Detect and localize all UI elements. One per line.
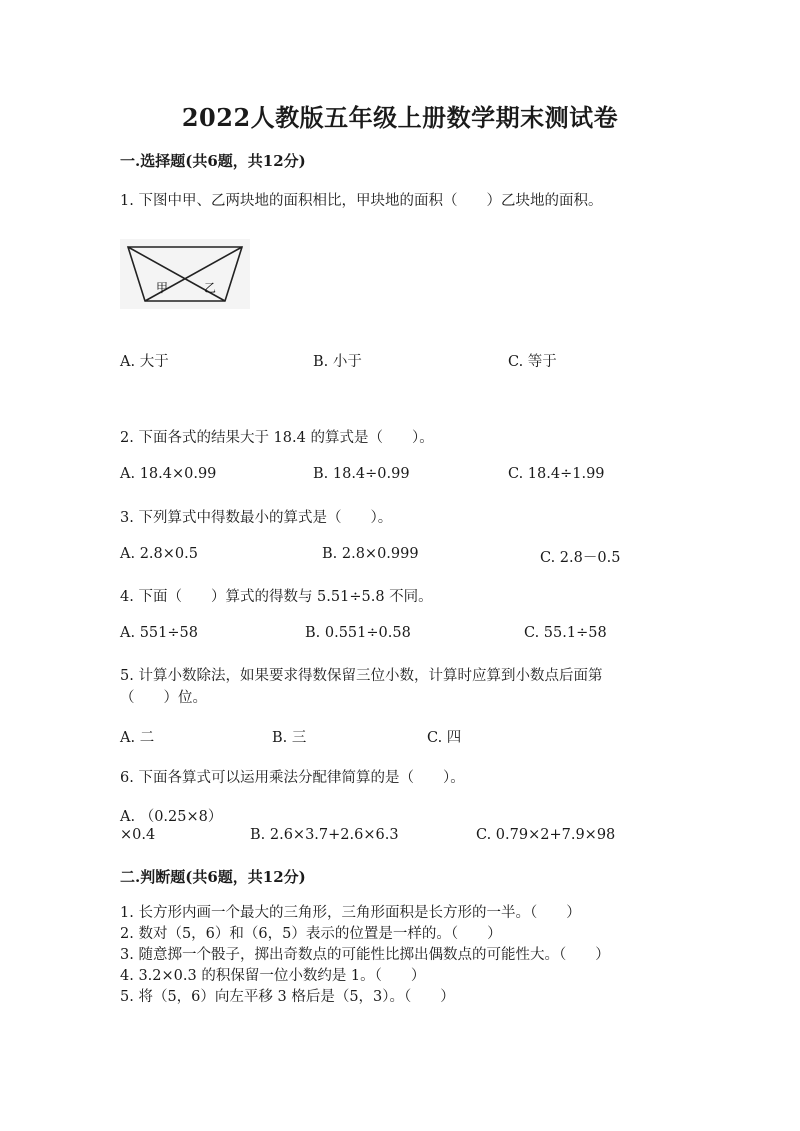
question-3: 3. 下列算式中得数最小的算式是（ ）。 xyxy=(120,510,393,526)
q2-option-b: B. 18.4÷0.99 xyxy=(313,466,410,482)
figure-label-yi: 乙 xyxy=(204,281,217,295)
section-heading-choice: 一.选择题(共6题，共12分) xyxy=(120,152,306,170)
tf-item-4: 4. 3.2×0.3 的积保留一位小数约是 1。（ ） xyxy=(120,968,426,984)
tf-item-3: 3. 随意掷一个骰子，掷出奇数点的可能性比掷出偶数点的可能性大。（ ） xyxy=(120,947,610,963)
question-5-line-2: （ ）位。 xyxy=(120,690,207,706)
q3-option-b: B. 2.8×0.999 xyxy=(322,546,419,562)
q4-option-b: B. 0.551÷0.58 xyxy=(305,625,411,641)
figure-label-jia: 甲 xyxy=(156,281,169,295)
q5-option-b: B. 三 xyxy=(272,730,307,746)
q4-option-c: C. 55.1÷58 xyxy=(524,625,607,641)
q3-option-c: C. 2.8－0.5 xyxy=(540,550,621,566)
q6-option-a-line-1: A. （0.25×8） xyxy=(120,809,223,825)
trapezoid-figure xyxy=(120,239,250,309)
q6-option-b: B. 2.6×3.7+2.6×6.3 xyxy=(250,827,399,843)
tf-item-5: 5. 将（5，6）向左平移 3 格后是（5，3）。（ ） xyxy=(120,989,455,1005)
q3-option-a: A. 2.8×0.5 xyxy=(120,546,198,562)
q5-option-c: C. 四 xyxy=(427,730,462,746)
q1-option-a: A. 大于 xyxy=(120,354,169,370)
q2-option-c: C. 18.4÷1.99 xyxy=(508,466,605,482)
tf-item-1: 1. 长方形内画一个最大的三角形，三角形面积是长方形的一半。（ ） xyxy=(120,905,581,921)
q1-option-c: C. 等于 xyxy=(508,354,557,370)
tf-item-2: 2. 数对（5，6）和（6，5）表示的位置是一样的。（ ） xyxy=(120,926,502,942)
question-6: 6. 下面各算式可以运用乘法分配律简算的是（ ）。 xyxy=(120,770,465,786)
question-2: 2. 下面各式的结果大于 18.4 的算式是（ ）。 xyxy=(120,430,434,446)
q5-option-a: A. 二 xyxy=(120,730,155,746)
page-title: 2022人教版五年级上册数学期末测试卷 xyxy=(181,103,619,132)
q6-option-a-line-2: ×0.4 xyxy=(120,827,156,843)
question-1: 1. 下图中甲、乙两块地的面积相比，甲块地的面积（ ）乙块地的面积。 xyxy=(120,193,603,209)
section-heading-true-false: 二.判断题(共6题，共12分) xyxy=(120,868,306,886)
q4-option-a: A. 551÷58 xyxy=(120,625,198,641)
q6-option-c: C. 0.79×2+7.9×98 xyxy=(476,827,616,843)
question-5-line-1: 5. 计算小数除法，如果要求得数保留三位小数，计算时应算到小数点后面第 xyxy=(120,668,603,684)
question-4: 4. 下面（ ）算式的得数与 5.51÷5.8 不同。 xyxy=(120,589,433,605)
q2-option-a: A. 18.4×0.99 xyxy=(120,466,217,482)
q1-option-b: B. 小于 xyxy=(313,354,362,370)
